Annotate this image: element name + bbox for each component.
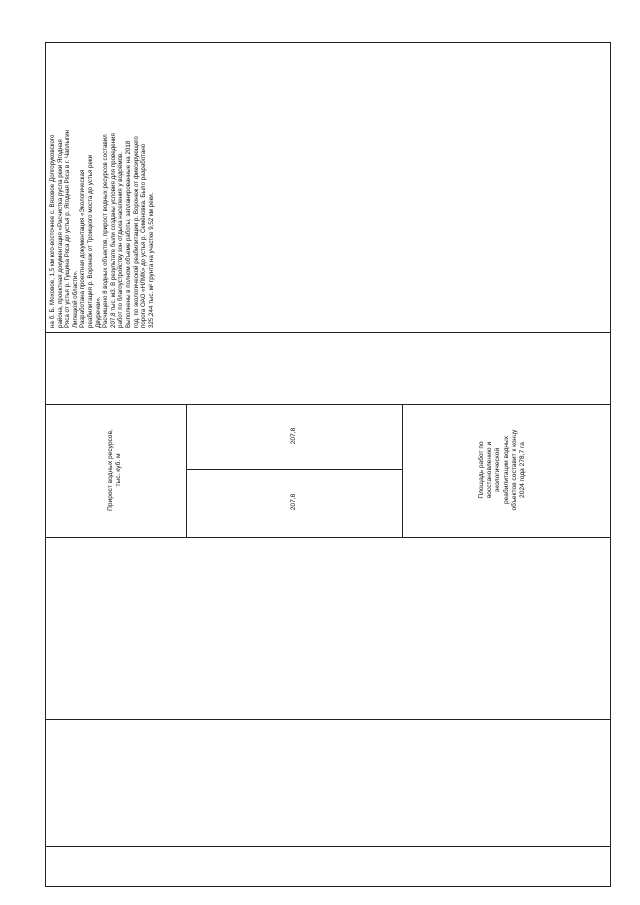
column-divider <box>402 404 403 538</box>
indicator-label: Прирост водных ресурсов, тыс. куб. м <box>107 429 123 511</box>
result-text: Площадь работ по восстановлению и экологической реабилитации водных объектов составит к концу 2024 года 278,7 га <box>478 429 527 511</box>
row-divider <box>45 846 611 847</box>
row-divider <box>45 537 611 538</box>
column-divider <box>610 42 611 887</box>
indicator-value-actual: 207,8 <box>290 427 297 445</box>
row-divider <box>45 719 611 720</box>
description-text: на б. Б. Моховое, 1,5 км юго-восточнее с. Вязовое Долгоруковского района, проектная документация «Расчистка русла реки Ягодная Ряса от устья р. Гущина Ряса до устья р. Ягодная Ряса в г. Чаплыгин Липецкой области». Разработана проектная документация «Экологическая реабилитация р. Воронеж от Троицкого моста до устья реки Двуречки». Расчищено 8 водных объектов, прирост водных ресурсов составил 207,8 тыс. м3. В результате были созданы условия для проведения работ по благоустройству зон отдыха населения у водоёмов. Выполнены в полном объеме работы, запланированные на 2018 год, по экологической реабилитации р. Воронеж от фиксирующего порога ОАО «НЛМК» до устья р. Семёновка. Было разработано 325,244 тыс. м² грунта на участке 9,52 км реки. <box>49 129 155 328</box>
table-border-bottom <box>45 886 611 887</box>
column-divider <box>45 42 46 887</box>
row-divider <box>45 332 611 333</box>
column-divider <box>186 404 187 538</box>
indicator-value-planned: 207,8 <box>290 493 297 511</box>
